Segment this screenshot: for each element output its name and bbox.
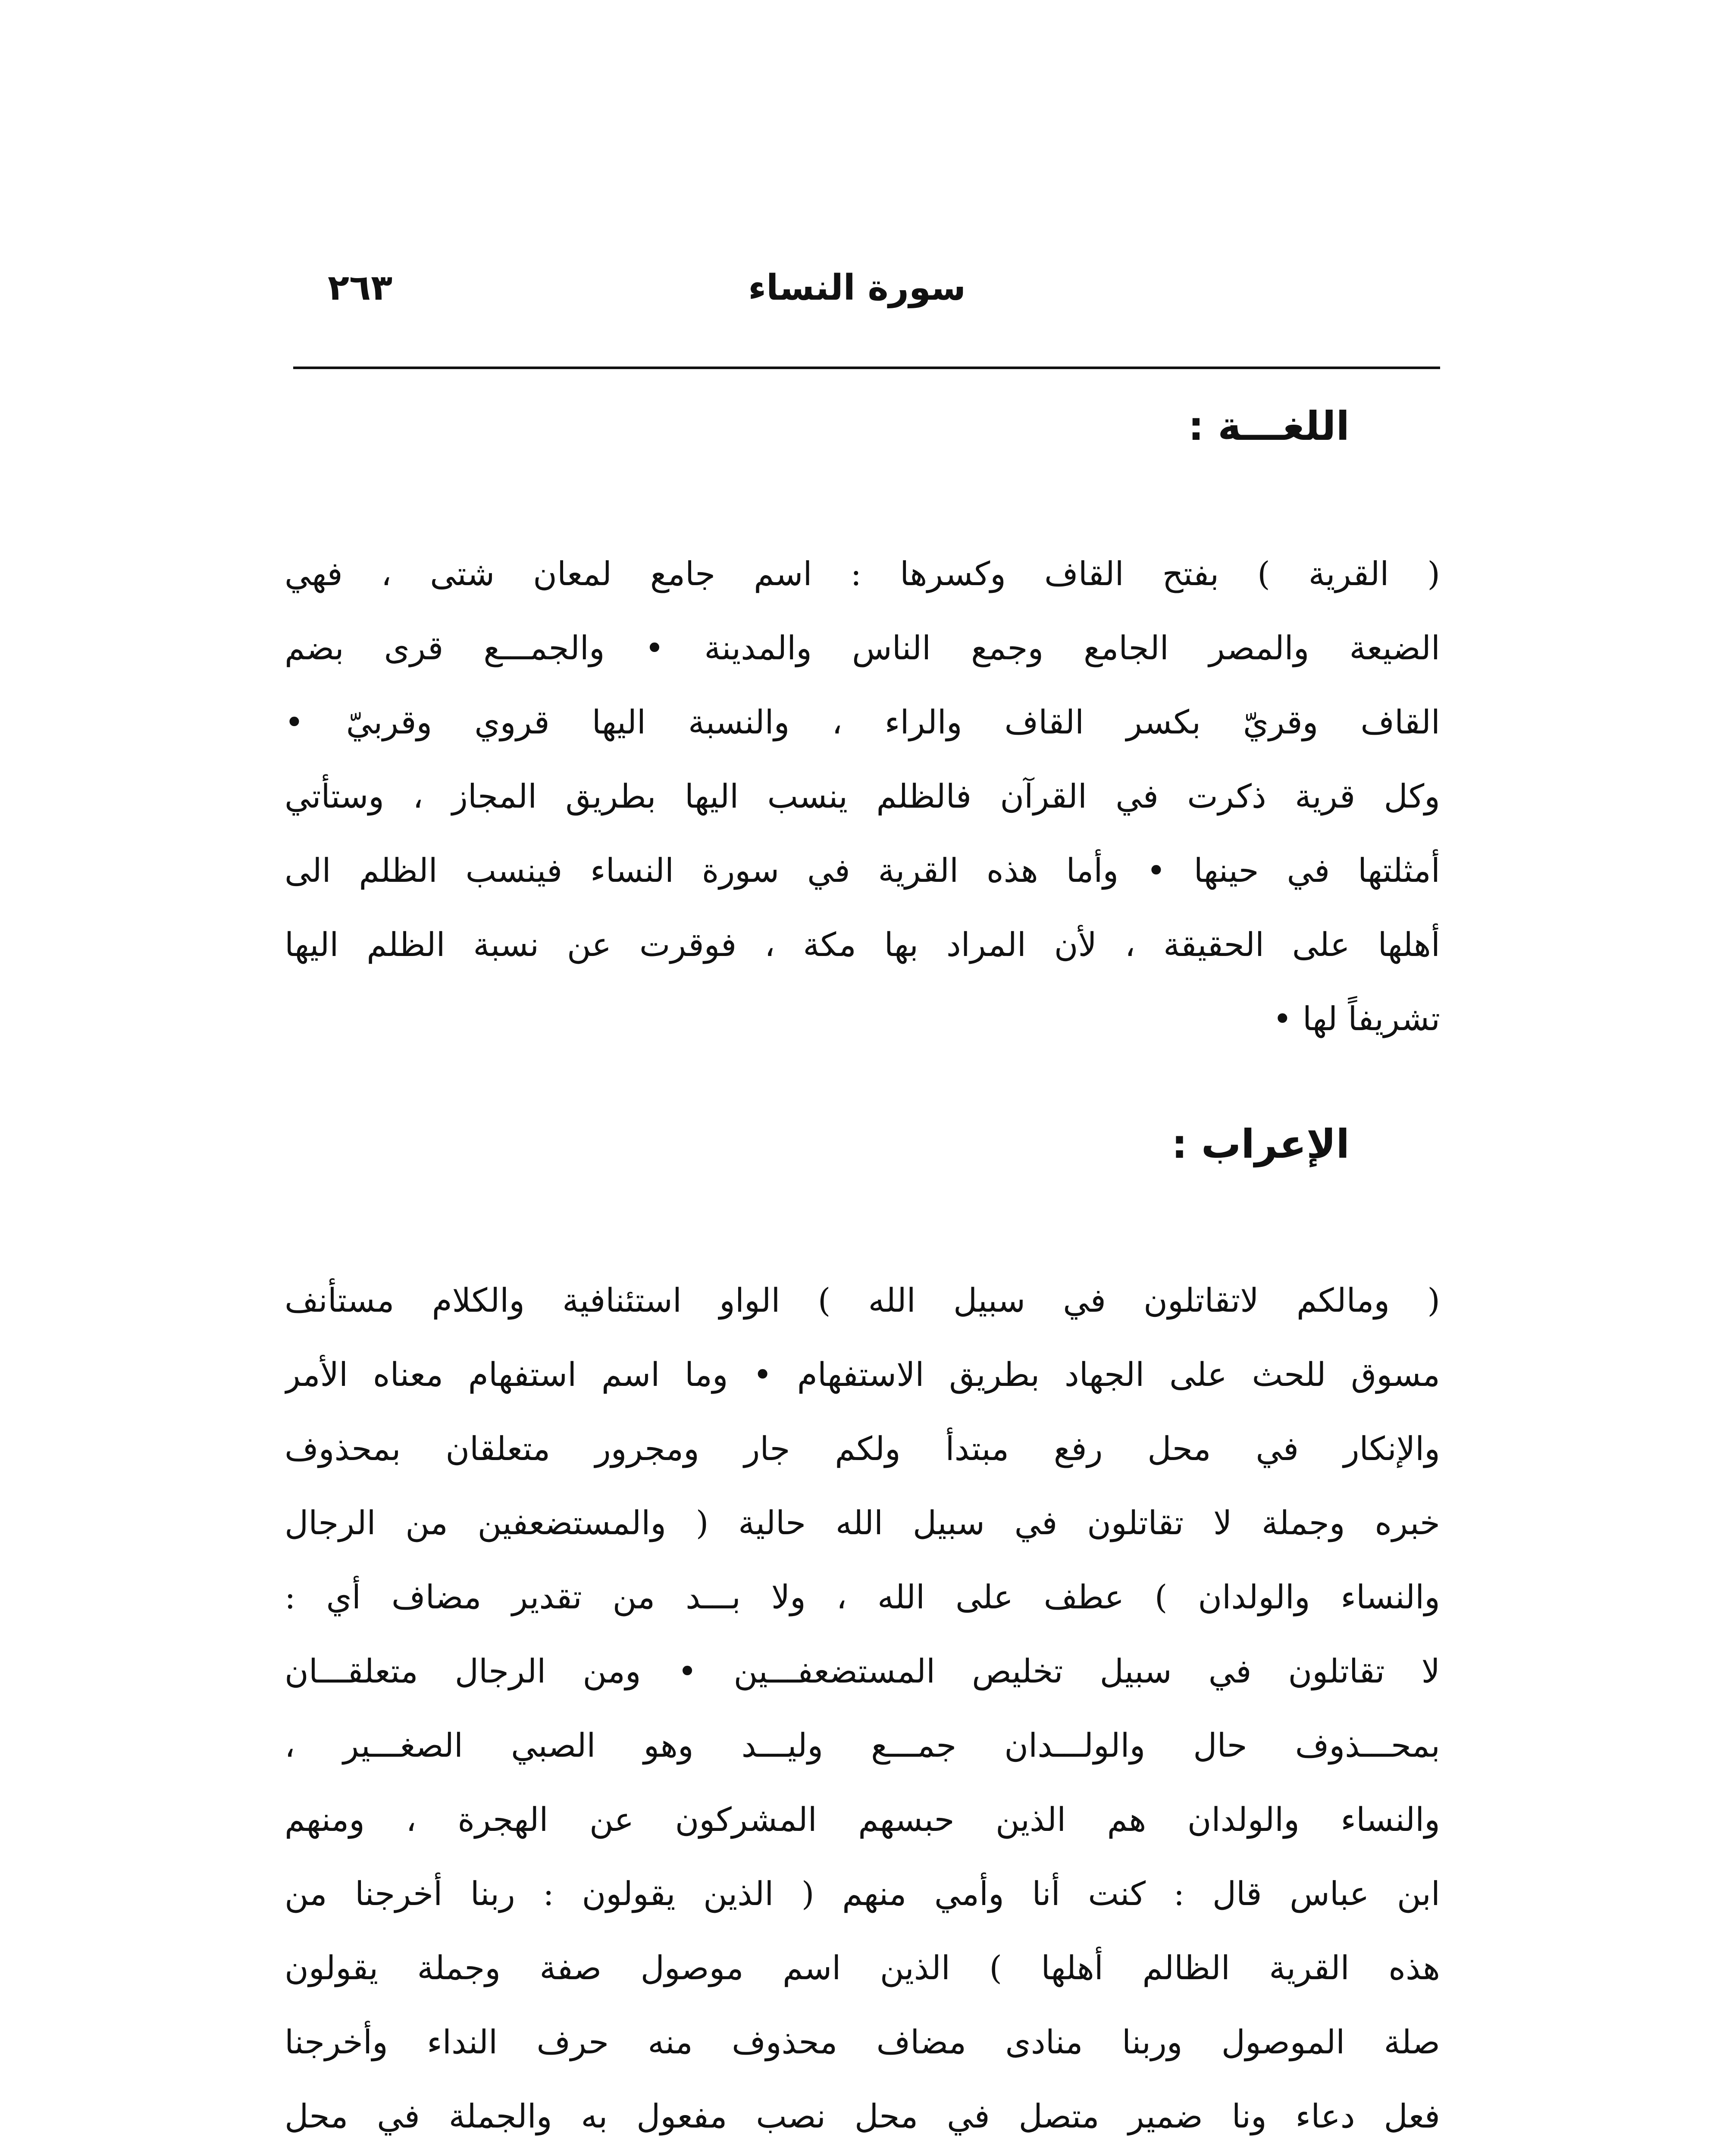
text-line: تشريفاً لها •: [1272, 1000, 1440, 1038]
page-title: سورة النساء: [748, 267, 966, 308]
section-heading-irab: الإعراب :: [1171, 1121, 1350, 1167]
text-line: خبره وجملة لا تقاتلون في سبيل الله حالية ( والمستضعفين من الرجال: [285, 1504, 1440, 1542]
section-heading-lugha: اللغـــة :: [1188, 403, 1350, 449]
text-line: ابن عباس قال : كنت أنا وأمي منهم ( الذين يقولون : ربنا أخرجنا من: [285, 1874, 1440, 1913]
text-line: والإنكار في محل رفع مبتدأ ولكم جار ومجرور متعلقان بمحذوف: [285, 1429, 1440, 1468]
paragraph-lugha: [285, 537, 1440, 1056]
text-line: أهلها على الحقيقة ، لأن المراد بها مكة ، فوقرت عن نسبة الظلم اليها: [285, 925, 1440, 964]
text-line: فعل دعاء ونا ضمير متصل في محل نصب مفعول به والجملة في محل: [285, 2097, 1440, 2135]
page-header: [293, 259, 1440, 319]
text-line: لا تقاتلون في سبيل تخليص المستضعفـــين • ومن الرجال متعلقـــان: [285, 1652, 1440, 1690]
text-line: القاف وقريّ بكسر القاف والراء ، والنسبة اليها قروي وقربيّ •: [285, 703, 1440, 741]
text-line: وكل قرية ذكرت في القرآن فالظلم ينسب اليها بطريق المجاز ، وستأتي: [285, 777, 1440, 815]
text-line: هذه القرية الظالم أهلها ) الذين اسم موصول صفة وجملة يقولون: [285, 1949, 1440, 1987]
text-line: صلة الموصول وربنا منادى مضاف محذوف منه حرف النداء وأخرجنا: [285, 2023, 1440, 2061]
text-line: أمثلتها في حينها • وأما هذه القرية في سورة النساء فينسب الظلم الى: [285, 851, 1440, 890]
header-divider: [293, 367, 1440, 369]
paragraph-irab: [285, 1263, 1440, 2153]
text-line: والنساء والولدان هم الذين حبسهم المشركون عن الهجرة ، ومنهم: [285, 1800, 1440, 1839]
text-line: مسوق للحث على الجهاد بطريق الاستفهام • وما اسم استفهام معناه الأمر: [285, 1355, 1440, 1394]
text-line: ( ومالكم لاتقاتلون في سبيل الله ) الواو استئنافية والكلام مستأنف: [285, 1281, 1440, 1319]
text-line: ( القرية ) بفتح القاف وكسرها : اسم جامع لمعان شتى ، فهي: [285, 555, 1440, 593]
page-number: ٢٦٣: [328, 267, 393, 308]
text-line: والنساء والولدان ) عطف على الله ، ولا بـــد من تقدير مضاف أي :: [285, 1578, 1440, 1616]
text-line: الضيعة والمصر الجامع وجمع الناس والمدينة • والجمـــع قرى بضم: [285, 629, 1440, 667]
text-line: بمحـــذوف حال والولـــدان جمـــع وليـــد وهو الصبي الصغـــير ،: [285, 1726, 1440, 1764]
